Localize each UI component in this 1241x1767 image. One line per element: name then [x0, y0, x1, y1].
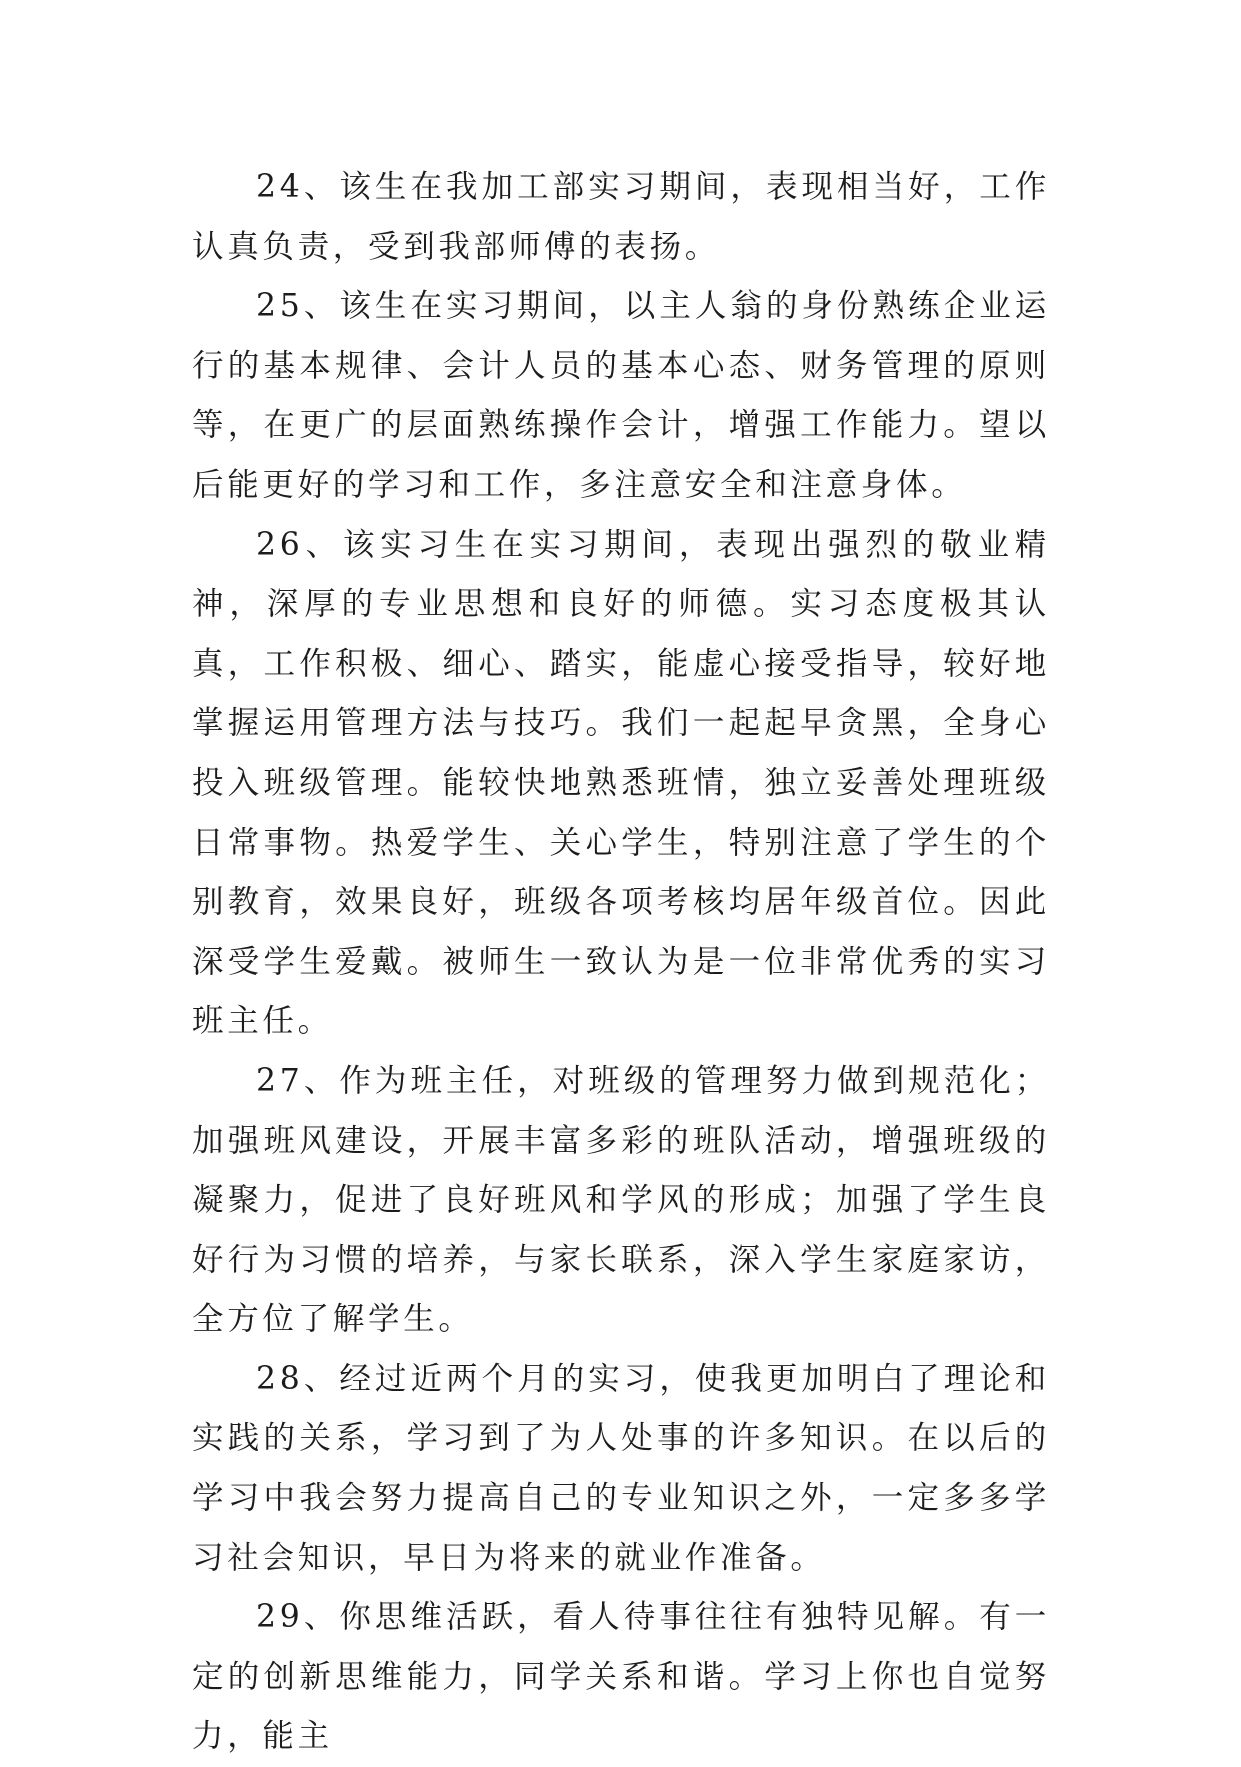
paragraph-29: 29、你思维活跃，看人待事往往有独特见解。有一定的创新思维能力，同学关系和谐。学习上你也自觉努力，能主: [192, 1599, 1050, 1755]
paragraph-26: 26、该实习生在实习期间，表现出强烈的敬业精神，深厚的专业思想和良好的师德。实习态度极其认真，工作积极、细心、踏实，能虚心接受指导，较好地掌握运用管理方法与技巧。我们一起起早贪黑，全身心投入班级管理。能较快地熟悉班情，独立妥善处理班级日常事物。热爱学生、关心学生，特别注意了学生的个别教育，效果良好，班级各项考核均居年级首位。因此深受学生爱戴。被师生一致认为是一位非常优秀的实习班主任。: [192, 526, 1050, 1040]
paragraph-25: 25、该生在实习期间，以主人翁的身份熟练企业运行的基本规律、会计人员的基本心态、财务管理的原则等，在更广的层面熟练操作会计，增强工作能力。望以后能更好的学习和工作，多注意安全和注意身体。: [192, 288, 1050, 503]
paragraph-27: 27、作为班主任，对班级的管理努力做到规范化；加强班风建设，开展丰富多彩的班队活动，增强班级的凝聚力，促进了良好班风和学风的形成；加强了学生良好行为习惯的培养，与家长联系，深入学生家庭家访，全方位了解学生。: [192, 1062, 1050, 1338]
document-body: [192, 158, 1050, 1767]
paragraph-28: 28、经过近两个月的实习，使我更加明白了理论和实践的关系，学习到了为人处事的许多知识。在以后的学习中我会努力提高自己的专业知识之外，一定多多学习社会知识，早日为将来的就业作准备。: [192, 1360, 1050, 1576]
paragraph-24: 24、该生在我加工部实习期间，表现相当好，工作认真负责，受到我部师傅的表扬。: [192, 169, 1050, 265]
